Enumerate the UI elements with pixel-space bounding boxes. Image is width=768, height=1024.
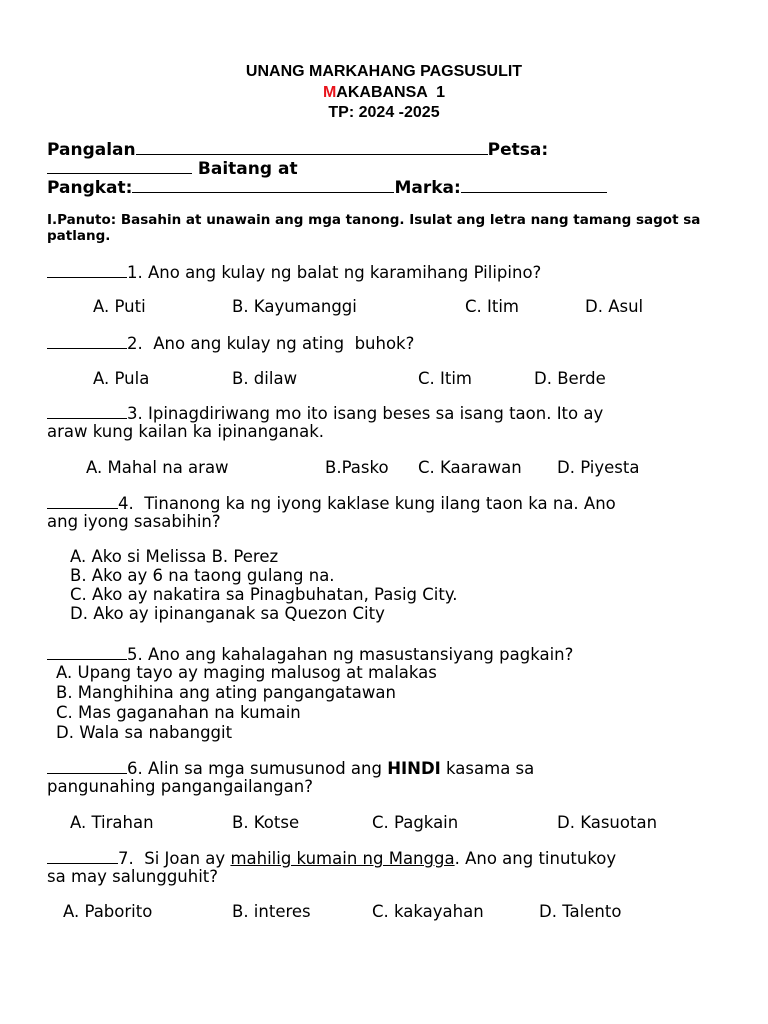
name-date-line (47, 139, 548, 160)
choice-4d: D. Ako ay ipinanganak sa Quezon City (70, 604, 385, 623)
answer-blank-2[interactable] (47, 333, 127, 349)
section-label: Pangkat: (47, 178, 133, 198)
choice-6d: D. Kasuotan (557, 813, 658, 832)
answer-blank-3[interactable] (47, 403, 127, 419)
subject-initial: M (322, 84, 337, 101)
name-field[interactable] (136, 139, 488, 155)
question-6-text-line2: pangunahing pangangailangan? (47, 777, 313, 796)
choice-4a: A. Ako si Melissa B. Perez (70, 547, 279, 566)
choice-3a: A. Mahal na araw (86, 458, 229, 477)
question-6-text-pre: 6. Alin sa mga sumusunod ang (127, 759, 388, 778)
school-year: TP: 2024 -2025 (328, 104, 440, 121)
choice-3d: D. Piyesta (557, 458, 640, 477)
choice-5b: B. Manghihina ang ating pangangatawan (56, 683, 396, 702)
question-7-text-line2: sa may salungguhit? (47, 867, 219, 886)
score-field[interactable] (461, 177, 607, 193)
answer-blank-5[interactable] (47, 644, 127, 660)
question-1 (47, 262, 541, 283)
choice-7d: D. Talento (539, 902, 622, 921)
section-field[interactable] (132, 177, 394, 193)
subject-rest: AKABANSA 1 (336, 84, 446, 101)
question-7-text-post: . Ano ang tinutukoy (454, 849, 617, 868)
answer-blank-1[interactable] (47, 262, 127, 278)
question-6-text-post: kasama sa (440, 759, 535, 778)
choice-1c: C. Itim (465, 297, 520, 316)
question-4 (47, 493, 616, 514)
choice-4c: C. Ako ay nakatira sa Pinagbuhatan, Pasig City. (70, 585, 458, 604)
choice-5a: A. Upang tayo ay maging malusog at malakas (56, 663, 437, 682)
question-7 (47, 848, 616, 869)
choice-6a: A. Tirahan (70, 813, 154, 832)
question-6-emphasis: HINDI (387, 759, 441, 778)
question-5 (47, 644, 573, 665)
choice-6c: C. Pagkain (372, 813, 459, 832)
choice-1b: B. Kayumanggi (232, 297, 357, 316)
choice-3c: C. Kaarawan (418, 458, 522, 477)
question-3 (47, 403, 603, 424)
question-4-text-line2: ang iyong sasabihin? (47, 512, 221, 531)
choice-1d: D. Asul (585, 297, 644, 316)
choice-2c: C. Itim (418, 369, 473, 388)
question-2 (47, 333, 414, 354)
date-label: Petsa: (487, 140, 549, 160)
choice-7b: B. interes (232, 902, 311, 921)
answer-blank-7[interactable] (47, 848, 118, 864)
question-3-text-line2: araw kung kailan ka ipinanganak. (47, 422, 325, 441)
question-6 (47, 758, 534, 779)
instructions: I.Panuto: Basahin at unawain ang mga tanong. Isulat ang letra nang tamang sagot sa patlang. (47, 212, 701, 244)
question-1-text: 1. Ano ang kulay ng balat ng karamihang Pilipino? (127, 263, 542, 282)
answer-blank-6[interactable] (47, 758, 127, 774)
score-label: Marka: (394, 178, 461, 198)
choice-5d: D. Wala sa nabanggit (56, 723, 233, 742)
choice-2d: D. Berde (534, 369, 606, 388)
subject-title (0, 84, 768, 102)
question-3-text: 3. Ipinagdiriwang mo ito isang beses sa isang taon. Ito ay (127, 404, 604, 423)
date-field[interactable] (47, 158, 192, 174)
question-7-underlined: mahilig kumain ng Mangga (230, 849, 455, 868)
choice-4b: B. Ako ay 6 na taong gulang na. (70, 566, 335, 585)
choice-7c: C. kakayahan (372, 902, 484, 921)
question-4-text: 4. Tinanong ka ng iyong kaklase kung ilang taon ka na. Ano (118, 494, 616, 513)
choice-5c: C. Mas gaganahan na kumain (56, 703, 301, 722)
question-2-text: 2. Ano ang kulay ng ating buhok? (127, 334, 415, 353)
section-score-line (47, 177, 607, 198)
date-grade-line (47, 158, 298, 179)
exam-title: UNANG MARKAHANG PAGSUSULIT (245, 63, 523, 80)
grade-label: Baitang at (197, 159, 298, 179)
choice-1a: A. Puti (93, 297, 146, 316)
choice-6b: B. Kotse (232, 813, 300, 832)
question-5-text: 5. Ano ang kahalagahan ng masustansiyang pagkain? (127, 645, 574, 664)
choice-2a: A. Pula (93, 369, 150, 388)
answer-blank-4[interactable] (47, 493, 118, 509)
question-7-text-pre: 7. Si Joan ay (118, 849, 231, 868)
choice-7a: A. Paborito (63, 902, 153, 921)
name-label: Pangalan (47, 140, 136, 160)
choice-2b: B. dilaw (232, 369, 298, 388)
choice-3b: B.Pasko (325, 458, 389, 477)
